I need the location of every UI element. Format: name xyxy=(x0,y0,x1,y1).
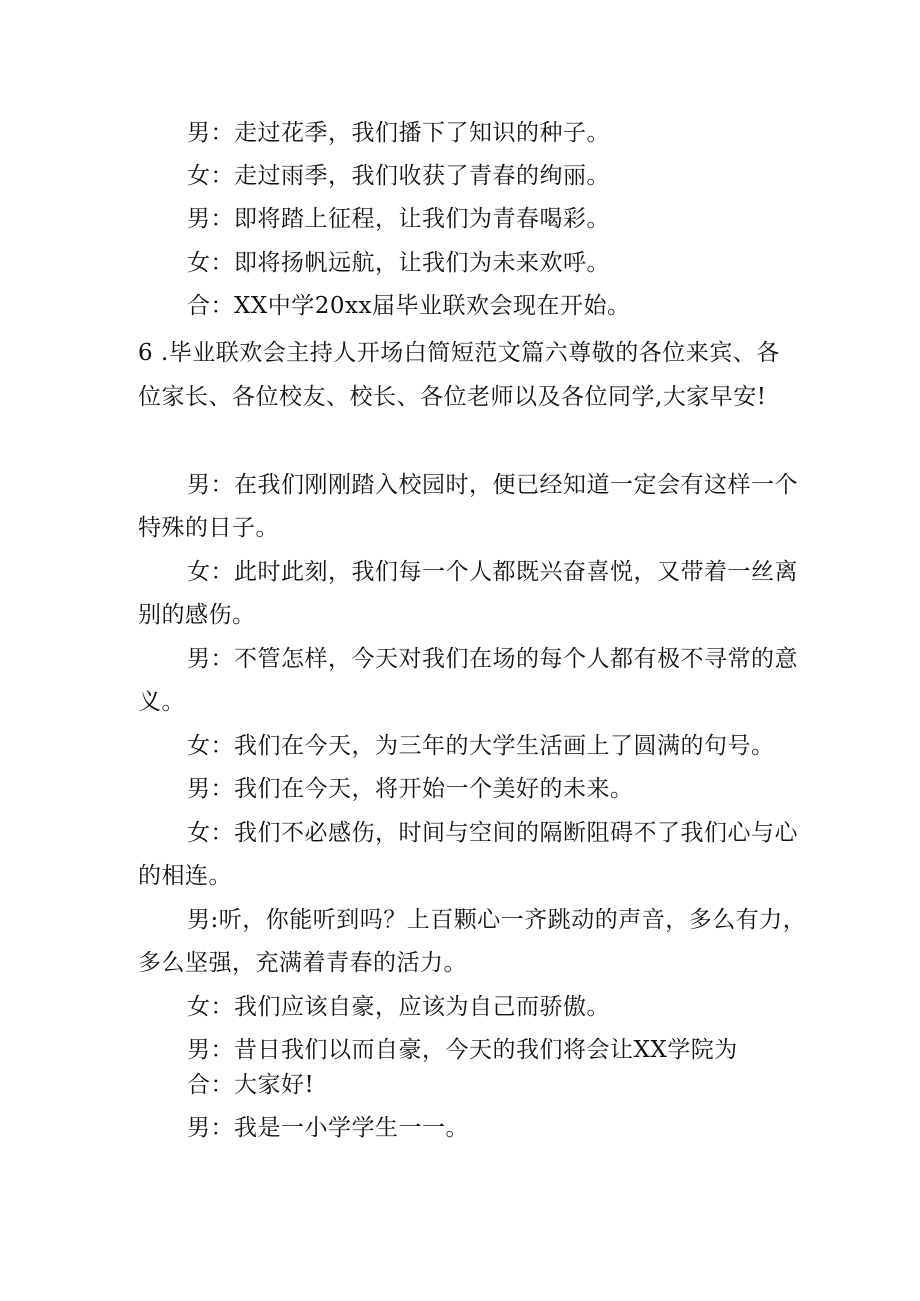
paragraph-11: 男：我是一小学学生一一。 xyxy=(187,1115,469,1141)
intro-line-3: 男：即将踏上征程，让我们为青春喝彩。 xyxy=(187,206,610,232)
paragraph-6-line-2: 的相连。 xyxy=(138,863,232,889)
paragraph-4: 女：我们在今天，为三年的大学生活画上了圆满的句号。 xyxy=(187,733,775,759)
paragraph-9: 男：昔日我们以而自豪，今天的我们将会让XX学院为 xyxy=(187,1037,738,1063)
paragraph-7-line-1: 男:听，你能听到吗？上百颗心一齐跳动的声音，多么有力， xyxy=(187,907,807,933)
paragraph-8: 女：我们应该自豪，应该为自己而骄傲。 xyxy=(187,994,610,1020)
paragraph-2-line-1: 女：此时此刻，我们每一个人都既兴奋喜悦，又带着一丝离 xyxy=(187,559,798,585)
paragraph-1-line-2: 特殊的日子。 xyxy=(138,515,279,541)
paragraph-1-line-1: 男：在我们刚刚踏入校园时，便已经知道一定会有这样一个 xyxy=(187,472,798,498)
paragraph-3-line-2: 义。 xyxy=(138,689,185,715)
section-heading-line-2: 位家长、各位校友、校长、各位老师以及各位同学,大家早安! xyxy=(138,384,767,410)
intro-line-1: 男：走过花季，我们播下了知识的种子。 xyxy=(187,120,610,146)
section-heading-line-1: 6 .毕业联欢会主持人开场白简短范文篇六尊敬的各位来宾、各 xyxy=(138,340,780,366)
paragraph-2-line-2: 别的感伤。 xyxy=(138,602,256,628)
intro-line-2: 女：走过雨季，我们收获了青春的绚丽。 xyxy=(187,163,610,189)
paragraph-6-line-1: 女：我们不必感伤，时间与空间的隔断阻碍不了我们心与心 xyxy=(187,820,798,846)
intro-line-4: 女：即将扬帆远航，让我们为未来欢呼。 xyxy=(187,250,610,276)
paragraph-10: 合：大家好! xyxy=(187,1072,315,1098)
paragraph-3-line-1: 男：不管怎样，今天对我们在场的每个人都有极不寻常的意 xyxy=(187,646,798,672)
paragraph-7-line-2: 多么坚强，充满着青春的活力。 xyxy=(138,950,467,976)
intro-line-5: 合：XX中学20xx届毕业联欢会现在开始。 xyxy=(187,293,631,319)
paragraph-5: 男：我们在今天，将开始一个美好的未来。 xyxy=(187,776,634,802)
